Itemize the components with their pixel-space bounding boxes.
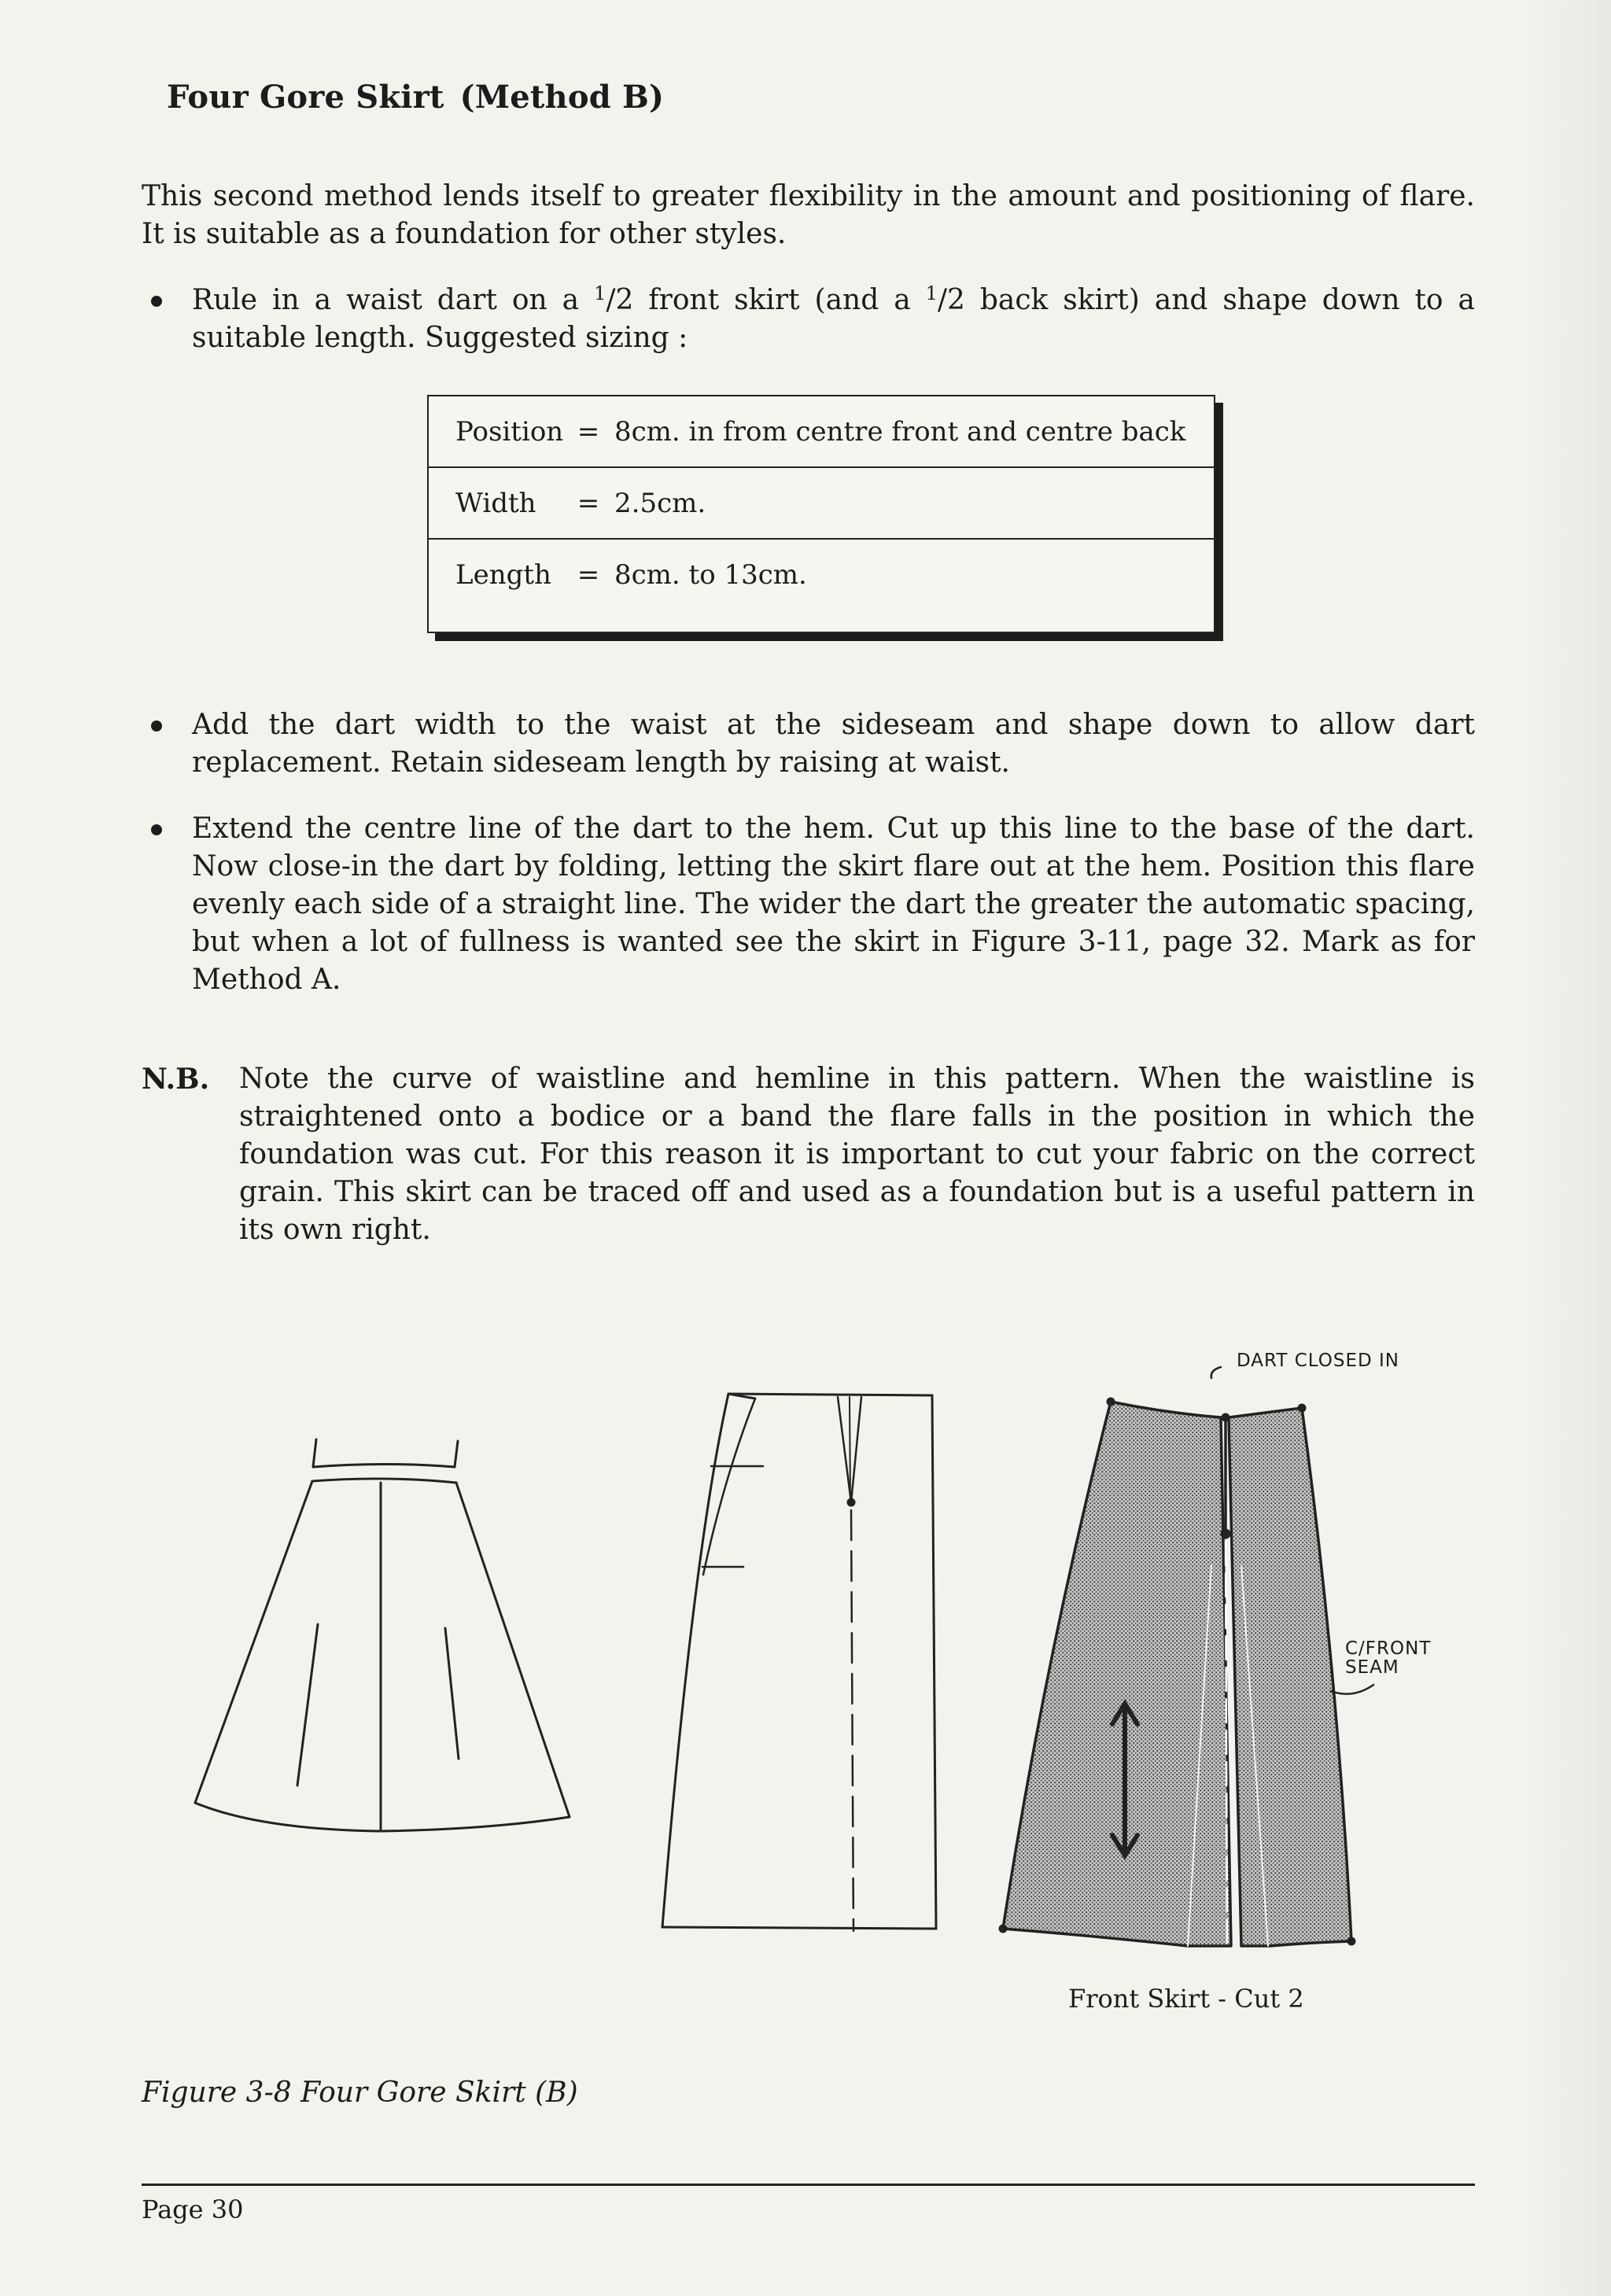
fraction-numerator: 1 — [925, 282, 938, 304]
footer-rule — [142, 2184, 1475, 2186]
bullet1-text-c: back skirt) and shape down to a suitable length. Suggested sizing : — [192, 284, 1475, 354]
figure-caption: Figure 3-8 Four Gore Skirt (B) — [142, 2077, 578, 2109]
sizing-label: Length — [455, 558, 551, 591]
nb-text: Note the curve of waistline and hemline in this pattern. When the waistline is straightened onto a bodice or a band the flare falls in the position in which the foundation was cut. For this reason it is important to cut your fabric on the correct grain. This skirt can be traced off and used as a foundation but is a useful pattern in its own right. — [239, 1063, 1475, 1246]
sizing-equals: = — [577, 558, 600, 591]
intro-paragraph: This second method lends itself to greater flexibility in the amount and positioning of flare. It is suitable as a foundation for other styles. — [142, 180, 1475, 250]
fraction-numerator: 1 — [594, 282, 606, 304]
sizing-equals: = — [577, 487, 600, 519]
skirt-sketch — [195, 1439, 570, 1831]
page-number: Page 30 — [142, 2195, 244, 2224]
sizing-equals: = — [577, 415, 600, 448]
flat-pattern — [662, 1394, 936, 1931]
fraction-denominator: /2 — [937, 284, 965, 316]
heading-method: (Method B) — [459, 79, 665, 116]
callout-front-seam — [1345, 1639, 1431, 1677]
pattern-caption: Front Skirt - Cut 2 — [1068, 1984, 1304, 2014]
callout-dart-closed: DART CLOSED IN — [1237, 1351, 1400, 1371]
sizing-value: 2.5cm. — [614, 487, 706, 519]
heading-title: Four Gore Skirt — [167, 79, 444, 116]
bullet1-text-a: Rule in a waist dart on a — [192, 284, 595, 316]
bullet-dart-width-text: Add the dart width to the waist at the sideseam and shape down to allow dart replacement. Retain sideseam length by raising at waist. — [192, 709, 1475, 779]
callout-front-seam-line1: C/FRONT — [1345, 1638, 1432, 1659]
bullet-extend-line-text: Extend the centre line of the dart to the hem. Cut up this line to the base of the dart. Now close-in the dart by folding, letting the skirt flare out at the hem. Position this flare evenly each side of a straight line. The wider the dart the greater the automatic spacing, but when a lot of fullness is wanted see the skirt in Figure 3-11, page 32. Mark as for Method A. — [192, 813, 1475, 996]
sizing-value: 8cm. to 13cm. — [614, 558, 807, 591]
fraction-denominator: /2 — [606, 284, 634, 316]
bullet1-text-b: front skirt (and a — [633, 284, 926, 316]
callout-front-seam-line2: SEAM — [1345, 1657, 1399, 1678]
sizing-label: Position — [455, 415, 564, 448]
sizing-value: 8cm. in from centre front and centre back — [614, 415, 1186, 448]
nb-label: N.B. — [142, 1063, 210, 1096]
shaded-front-pattern — [1003, 1402, 1351, 1946]
sizing-label: Width — [455, 487, 536, 519]
